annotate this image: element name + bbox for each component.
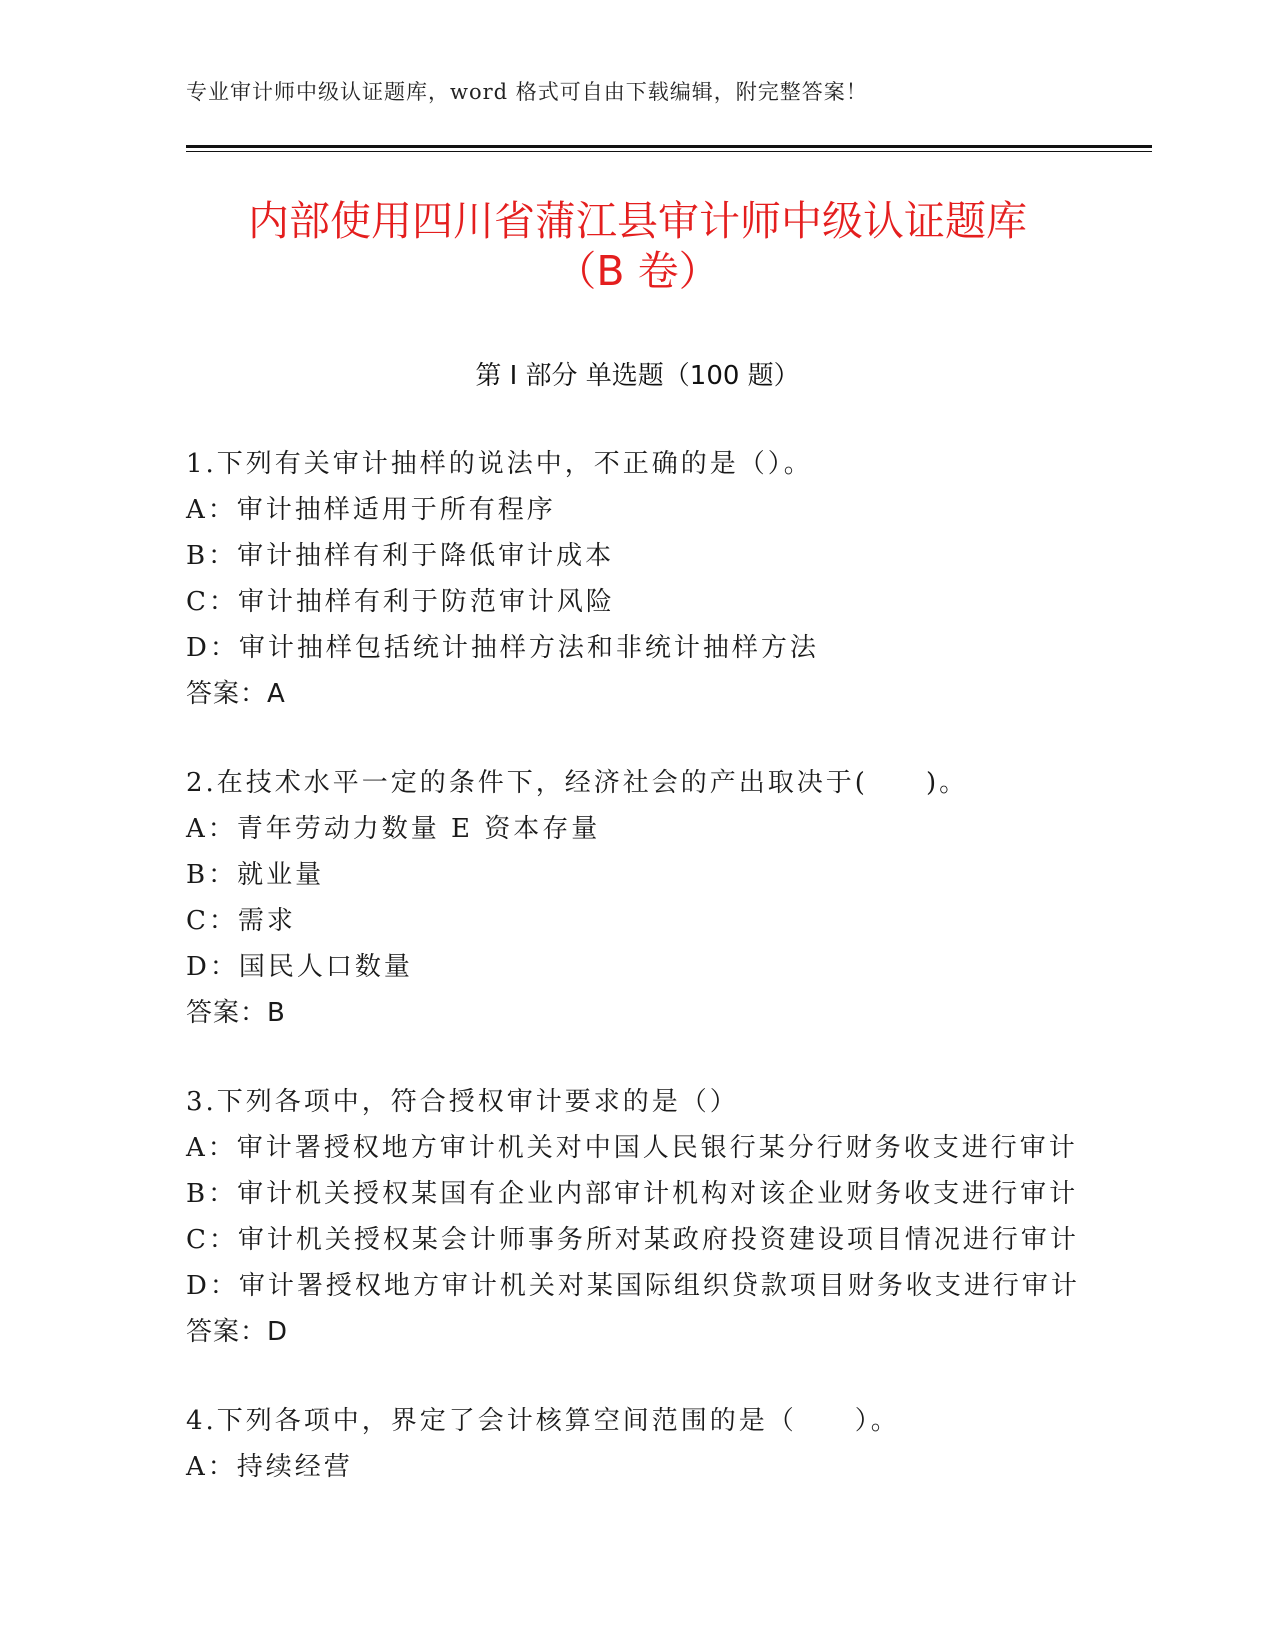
- option-c: C：审计抽样有利于防范审计风险: [186, 587, 615, 617]
- question-4: [186, 1398, 1146, 1490]
- question-2: [186, 760, 1146, 1036]
- header-rule-thick: [186, 145, 1152, 148]
- answer: 答案：A: [186, 679, 286, 709]
- question-stem: 1.下列有关审计抽样的说法中，不正确的是（）。: [186, 449, 813, 479]
- option-b: B：审计抽样有利于降低审计成本: [186, 541, 615, 571]
- answer: 答案：B: [186, 998, 286, 1028]
- document-title-line-1: 内部使用四川省蒲江县审计师中级认证题库: [248, 197, 1027, 245]
- question-stem: 2.在技术水平一定的条件下，经济社会的产出取决于( )。: [186, 768, 969, 798]
- answer: 答案：D: [186, 1317, 289, 1347]
- option-d: D：审计署授权地方审计机关对某国际组织贷款项目财务收支进行审计: [186, 1271, 1080, 1301]
- option-d: D：国民人口数量: [186, 952, 413, 982]
- question-1: [186, 441, 1146, 717]
- question-list: [186, 441, 1146, 1533]
- section-title: 第 I 部分 单选题（100 题）: [475, 361, 800, 391]
- header-rule-thin: [186, 151, 1152, 152]
- option-b: B：就业量: [186, 860, 325, 890]
- document-title-line-2: （B 卷）: [555, 247, 720, 295]
- question-3: [186, 1079, 1146, 1355]
- question-stem: 4.下列各项中，界定了会计核算空间范围的是（ ）。: [186, 1406, 900, 1436]
- document-title: [0, 196, 1275, 296]
- option-a: A：青年劳动力数量 E 资本存量: [186, 814, 601, 844]
- option-a: A：持续经营: [186, 1452, 353, 1482]
- question-stem: 3.下列各项中，符合授权审计要求的是（）: [186, 1087, 739, 1117]
- option-c: C：需求: [186, 906, 296, 936]
- option-a: A：审计抽样适用于所有程序: [186, 495, 556, 525]
- option-a: A：审计署授权地方审计机关对中国人民银行某分行财务收支进行审计: [186, 1133, 1078, 1163]
- option-d: D：审计抽样包括统计抽样方法和非统计抽样方法: [186, 633, 819, 663]
- option-c: C：审计机关授权某会计师事务所对某政府投资建设项目情况进行审计: [186, 1225, 1079, 1255]
- option-b: B：审计机关授权某国有企业内部审计机构对该企业财务收支进行审计: [186, 1179, 1079, 1209]
- header-note: 专业审计师中级认证题库，word 格式可自由下载编辑，附完整答案！: [186, 80, 868, 104]
